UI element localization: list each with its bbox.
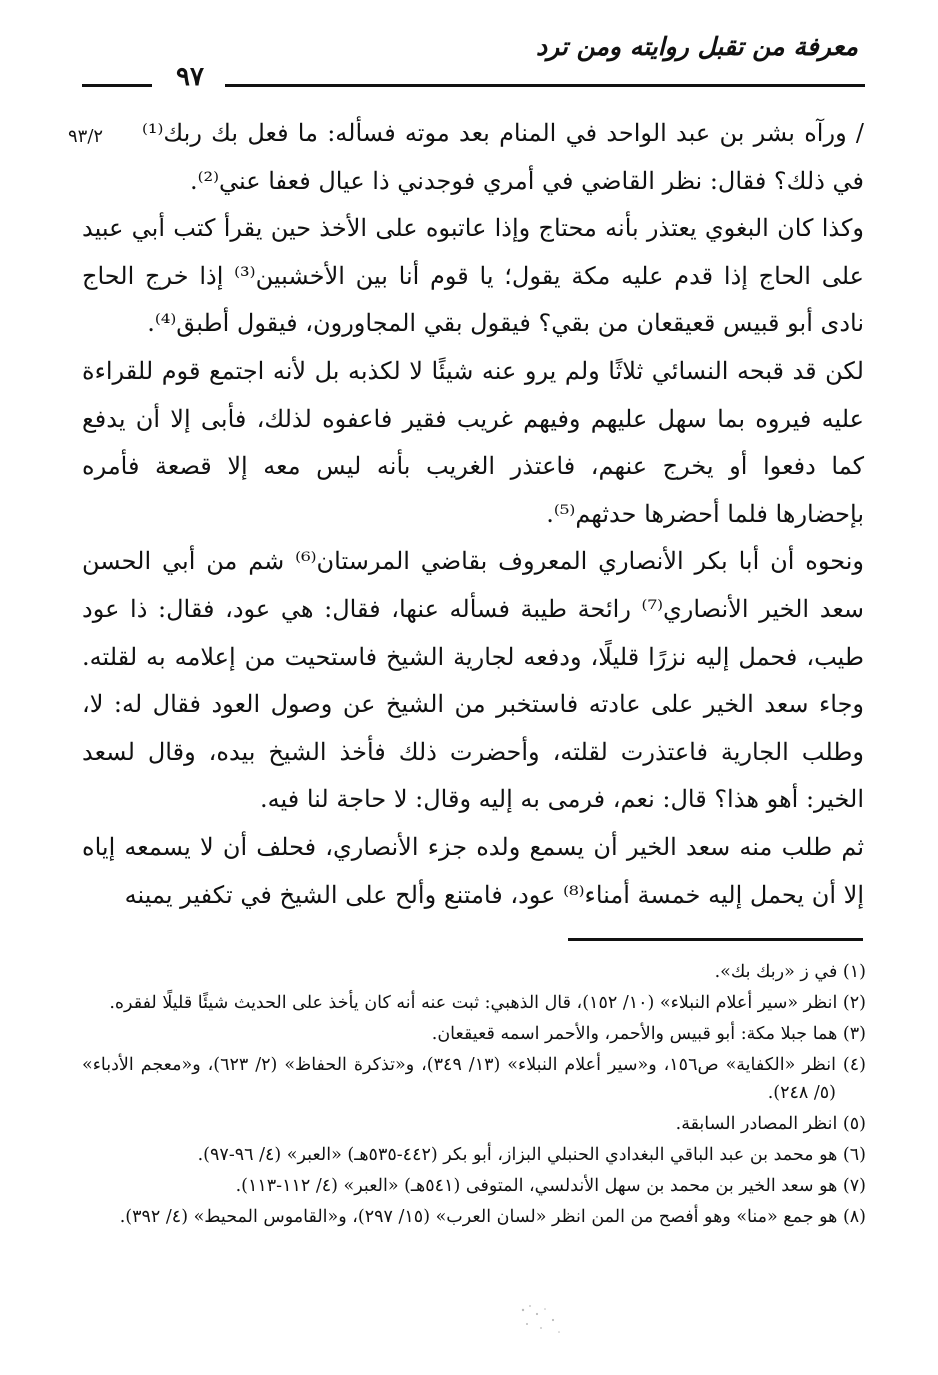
footnote: (٣) هما جبلا مكة: أبو قبيس والأحمر، والأحمر اسمه قعيقعان.	[431, 1024, 866, 1044]
scan-smudge	[515, 1300, 565, 1340]
page-number: ٩٧	[176, 62, 204, 92]
header-rule-short	[82, 84, 152, 87]
footnote: (٦) هو محمد بن عبد الباقي البغدادي الحنبلي البزاز، أبو بكر (٤٤٢-٥٣٥هـ) «العبر» (٤/ ٩٦-٩٧).	[197, 1145, 866, 1165]
paragraph: ونحوه أن أبا بكر الأنصاري المعروف بقاضي المرستان⁽⁶⁾ شم من أبي الحسن سعد الخير الأنصاري⁽⁷⁾ رائحة طيبة فسأله عنها، فقال: هي عود، فقال: ذا عود طيب، فحمل إليه نزرًا قليلًا، ودفعه لجارية الشيخ فاستحيت من إعلامه به لقلته. وجاء سعد الخير على عادته فاستخبر من الشيخ عن وصول العود فقال له: لا، وطلب الجارية فاعتذرت لقلته، وأحضرت ذلك فأخذ الشيخ بيده، وقال لسعد الخير: أهو هذا؟ قال: نعم، فرمى به إليه وقال: لا حاجة لنا فيه.	[82, 547, 865, 814]
paragraph: ثم طلب منه سعد الخير أن يسمع ولده جزء الأنصاري، فحلف أن لا يسمعه إياه إلا أن يحمل إليه خمسة أمناء⁽⁸⁾ عود، فامتنع وألح على الشيخ في تكفير يمينه	[82, 832, 865, 909]
margin-note: ٩٣/٢	[68, 126, 104, 147]
footnote: (٥) انظر المصادر السابقة.	[675, 1114, 866, 1134]
footnote: (٧) هو سعد الخير بن محمد بن سهل الأندلسي، المتوفى (٥٤١هـ) «العبر» (٤/ ١١٢-١١٣).	[235, 1176, 866, 1196]
footnote-separator	[568, 938, 863, 941]
paragraph: وكذا كان البغوي يعتذر بأنه محتاج وإذا عاتبوه على الأخذ حين يقرأ كتب أبي عبيد على الحاج إذا قدم عليه مكة يقول؛ يا قوم أنا بين الأخشبين⁽³⁾ إذا خرج الحاج نادى أبو قبيس قعيقعان من بقي؟ فيقول بقي المجاورون، فيقول أطبق⁽⁴⁾.	[82, 214, 864, 338]
footnotes	[82, 958, 866, 1234]
main-text	[82, 110, 864, 919]
footnote: (٨) هو جمع «منا» وهو أفصح من المن انظر «لسان العرب» (١٥/ ٢٩٧)، و«القاموس المحيط» (٤/ ٣٩٢).	[119, 1207, 866, 1227]
paragraph: / ورآه بشر بن عبد الواحد في المنام بعد موته فسأله: ما فعل بك ربك⁽¹⁾ في ذلك؟ فقال: نظر القاضي في أمري فوجدني ذا عيال فعفا عني⁽²⁾.	[142, 119, 864, 195]
footnote: (١) في ز «ربك بك».	[714, 962, 866, 982]
footnote: (٢) انظر «سير أعلام النبلاء» (١٠/ ١٥٢)، قال الذهبي: ثبت عنه أنه كان يأخذ على الحديث شيئًا قليلًا لفقره.	[109, 993, 866, 1013]
paragraph: لكن قد قبحه النسائي ثلاثًا ولم يرو عنه شيئًا لا لكذبه بل لأنه اجتمع قوم للقراءة عليه فيروه بما سهل عليهم وفيهم غريب فقير فاعفوه لذلك، فأبى إلا أن يدفع كما دفعوا أو يخرج عنهم، فاعتذر الغريب بأنه ليس معه إلا قصعة فأمره بإحضارها فلما أحضرها حدثهم⁽⁵⁾.	[82, 356, 864, 528]
running-title: معرفة من تقبل روايته ومن ترد	[536, 32, 858, 61]
header-rule	[225, 84, 865, 87]
footnote: (٤) انظر «الكفاية» ص١٥٦، و«سير أعلام النبلاء» (١٣/ ٣٤٩)، و«تذكرة الحفاظ» (٢/ ٦٢٣)، و«معجم الأدباء» (٥/ ٢٤٨).	[82, 1055, 866, 1103]
